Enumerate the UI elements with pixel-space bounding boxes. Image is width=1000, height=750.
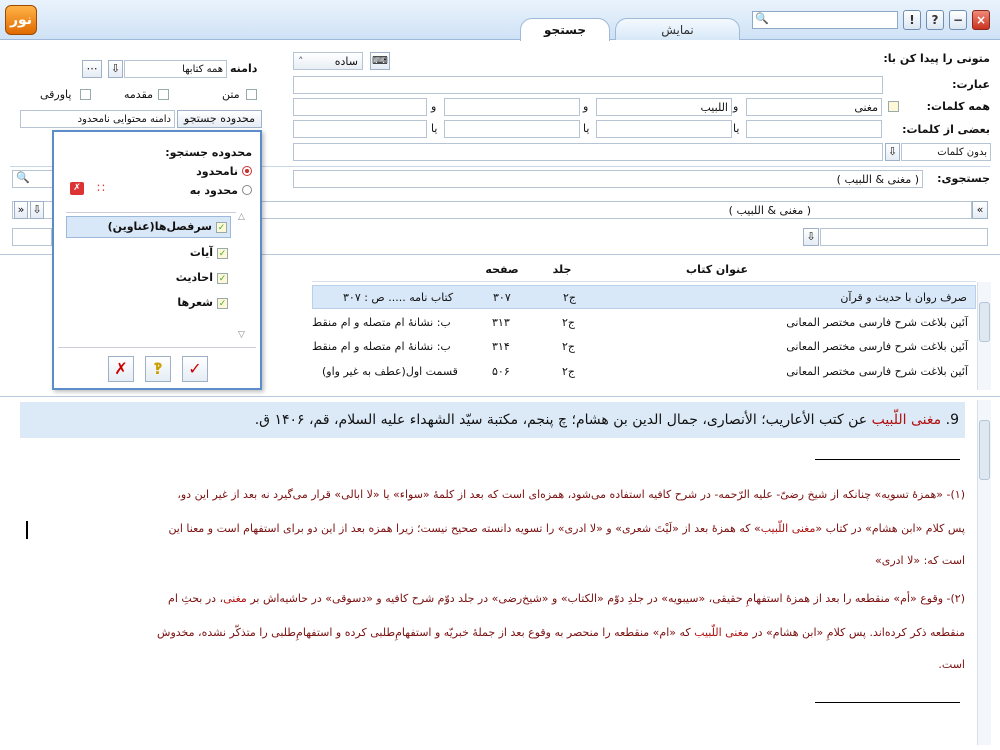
tab-display[interactable]: نمایش (615, 18, 740, 40)
or-label-2: یا (583, 122, 590, 135)
footnote-label: پاورقی (40, 88, 72, 101)
text-span: که «ام» منقطعه را منحصر به وقوع بعد از جملهٔ خبریّه و استفهامِ‌طلبی کرده و استفهامِ‌طلبی را متذکّر نشده، مخدوش (157, 626, 695, 639)
some-words-input-1[interactable] (746, 120, 882, 138)
paragraph-2-line-2 (20, 622, 965, 644)
chevron-down-icon[interactable]: ⇩ (108, 60, 123, 78)
text-span: » که همزهٔ بعد از «لَیْتَ شعری» و «لا ادری» را تسویه دانسته صحیح نیست؛ زیرا همزه بعد از این دو برای استفهام است و معنا این (168, 522, 761, 535)
some-words-label: بعضی از کلمات: (902, 123, 990, 136)
text-span: (۲)- وقوع «أم» منقطعه را بعد از همزهٔ استفهامِ حقیقی، «سیبویه» در جلدِ دوّم «الکتاب» و «شیخ‌رضی» در جلد دوّم شرح کافیه و «دسوقی» در حاشیه‌اش بر (246, 592, 965, 605)
small-field[interactable] (12, 228, 52, 246)
footnote-checkbox[interactable] (80, 89, 91, 100)
row-page: ۳۰۷ (493, 291, 511, 304)
app-logo[interactable]: نور (5, 5, 37, 35)
list-item[interactable] (66, 293, 231, 315)
and-label-2: و (583, 100, 589, 113)
list-item-label: آیات (189, 246, 213, 259)
row-page: ۳۱۴ (492, 340, 510, 353)
row-section: قسمت اول(عطف به غیر واو) (322, 365, 458, 378)
info-button[interactable]: ! (903, 10, 921, 30)
or-label-1: یا (733, 122, 740, 135)
divider (815, 702, 960, 703)
some-words-input-3[interactable] (444, 120, 580, 138)
text-caret (26, 521, 28, 539)
header-volume[interactable]: جلد (552, 263, 572, 276)
row-volume: ج۲ (563, 291, 577, 304)
list-item-label: سرفصل‌ها(عناوین) (107, 220, 212, 233)
row-volume: ج۲ (562, 365, 576, 378)
search-query-display: ( مغنی & اللبیب ) (293, 170, 923, 188)
minimize-button[interactable]: − (949, 10, 967, 30)
divider (0, 396, 1000, 397)
scroll-thumb[interactable] (979, 420, 990, 480)
list-item-label: احادیث (175, 271, 213, 284)
list-item-checkbox[interactable]: ✓ (218, 299, 227, 309)
list-item-label: شعرها (177, 296, 213, 309)
paragraph-1-line-1: (۱)- «همزهٔ تسویه» چنانکه از شیخ رضیّ- علیه الرّحمه- در شرح کافیه استفاده می‌شود، همزه‌ای است که بعد از کلمهٔ «سواء» یا «لا ابالی» قرار می‌گیرد نه بعد از غیر این دو، (177, 488, 965, 501)
row-title: آئین بلاغت شرح فارسی مختصر المعانی (786, 316, 968, 329)
and-label-1: و (733, 100, 739, 113)
article-scrollbar[interactable] (977, 400, 991, 745)
all-words-input-1[interactable]: مغنی (746, 98, 882, 116)
nav-left-icon[interactable]: « (972, 201, 988, 219)
mode-label: ساده (334, 55, 358, 68)
header-title[interactable]: عنوان کتاب (686, 263, 748, 276)
list-item-checkbox[interactable]: ✓ (218, 249, 227, 259)
select-all-icon[interactable]: ∷ (97, 181, 105, 195)
list-item[interactable] (66, 216, 231, 238)
all-words-label: همه کلمات: (926, 100, 990, 113)
list-item-checkbox[interactable]: ✓ (218, 274, 227, 284)
highlight-span: مغنی (725, 626, 749, 639)
highlight-span: اللّبیب (694, 626, 722, 639)
all-words-input-3[interactable] (444, 98, 580, 116)
unlimited-label: نامحدود (196, 165, 238, 178)
scope-button[interactable]: محدوده جستجو (177, 110, 262, 128)
header-page[interactable]: صفحه (485, 263, 519, 276)
article-heading (20, 402, 965, 438)
domain-select[interactable]: همه کتابها (124, 60, 227, 78)
some-words-input-2[interactable] (596, 120, 732, 138)
scroll-thumb[interactable] (979, 302, 990, 342)
help-icon[interactable]: ‽ (145, 356, 171, 382)
domain-label: دامنه (230, 62, 258, 75)
row-section: ب: نشانهٔ ام متصله و ام منقط (312, 316, 451, 329)
all-words-input-4[interactable] (293, 98, 427, 116)
text-label: متن (222, 88, 240, 101)
find-texts-label: متونی را پیدا کن با: (883, 52, 990, 65)
row-title: آئین بلاغت شرح فارسی مختصر المعانی (786, 365, 968, 378)
search-query-label: جستجوی: (937, 172, 990, 185)
row-section: کتاب نامه ..... ص : ۳۰۷ (343, 291, 454, 304)
all-words-input-2[interactable]: اللبیب (596, 98, 732, 116)
limited-radio[interactable] (242, 185, 252, 195)
paragraph-2-line-1 (20, 588, 965, 610)
filter-input[interactable] (12, 170, 54, 188)
popup-title: محدوده جستجو: (165, 146, 252, 159)
paragraph-1-line-2 (28, 518, 965, 540)
heading-book-name: مغنی اللّبیب (871, 412, 942, 428)
row-section: ب: نشانهٔ ام متصله و ام منقط (312, 340, 451, 353)
clear-all-icon[interactable]: ✗ (70, 182, 84, 195)
heading-rest: عن کتب الأعاریب؛ الأنصاری، جمال الدین بن هشام؛ چ پنجم، مکتبة سیّد الشهداء علیه السلام، قم، ۱۴۰۶ ق. (254, 412, 872, 428)
phrase-input[interactable] (293, 76, 883, 94)
row-volume: ج۲ (562, 340, 576, 353)
intro-checkbox[interactable] (158, 89, 169, 100)
result-query-display: ( مغنی & اللبیب ) (12, 201, 972, 219)
intro-label: مقدمه (124, 88, 154, 101)
row-page: ۳۱۳ (492, 316, 510, 329)
heading-number: 9. (945, 412, 959, 428)
mode-select[interactable] (293, 52, 363, 70)
list-item[interactable] (66, 243, 231, 265)
text-span: منقطعه ذکر کرده‌اند. پس کلامِ «ابن هشام» در (748, 626, 965, 639)
nav-right-icon[interactable]: » (14, 201, 28, 219)
paragraph-2-line-3: است. (938, 658, 965, 671)
arrow-down-icon[interactable]: ⇩ (30, 201, 44, 219)
search-icon: 🔍 (755, 12, 769, 25)
row-title: صرف روان با حدیث و قرآن (840, 291, 967, 304)
results-scrollbar[interactable] (977, 282, 991, 390)
highlight-span: مغنی (223, 592, 247, 605)
text-span: ، در بحثِ ام (168, 592, 224, 605)
table-row[interactable] (312, 311, 976, 335)
row-volume: ج۲ (562, 316, 576, 329)
and-label-3: و (431, 100, 437, 113)
list-scrollbar[interactable] (238, 212, 248, 342)
more-options-button[interactable]: ⋯ (82, 60, 102, 78)
chevron-up-icon[interactable]: △ (238, 212, 245, 222)
table-header (312, 260, 976, 282)
table-row[interactable] (312, 335, 976, 359)
or-label-3: یا (431, 122, 438, 135)
scope-value: دامنه محتوایی نامحدود (20, 110, 175, 128)
scope-popup (52, 130, 262, 390)
close-button[interactable]: × (972, 10, 990, 30)
chevron-down-icon[interactable]: ⇩ (803, 228, 819, 246)
quick-search-input[interactable] (752, 11, 898, 29)
cancel-button[interactable]: ✗ (108, 356, 134, 382)
keyboard-icon[interactable]: ⌨ (370, 52, 390, 70)
tab-search[interactable]: جستجو (520, 18, 610, 41)
row-title: آئین بلاغت شرح فارسی مختصر المعانی (786, 340, 968, 353)
help-button[interactable]: ? (926, 10, 944, 30)
table-row[interactable] (312, 360, 976, 384)
highlight-span: مغنی اللّبیب (760, 522, 816, 535)
text-span: پس کلام «ابن هشام» در کتاب « (815, 522, 965, 535)
scope-list (66, 212, 236, 342)
phrase-label: عبارت: (952, 78, 990, 91)
chevron-up-icon: ˄ (298, 55, 304, 68)
list-item[interactable] (66, 268, 231, 290)
paragraph-1-line-3: است که: «لا ادری» (874, 554, 965, 567)
limited-label: محدود به (189, 184, 238, 197)
without-words-input[interactable] (293, 143, 883, 161)
without-words-select[interactable]: بدون کلمات (901, 143, 991, 161)
chevron-down-icon[interactable]: ⇩ (885, 143, 900, 161)
search-icon: 🔍 (16, 171, 30, 184)
text-checkbox[interactable] (246, 89, 257, 100)
table-row[interactable] (312, 285, 976, 309)
divider (815, 459, 960, 460)
some-words-input-4[interactable] (293, 120, 427, 138)
all-words-checkbox[interactable] (888, 101, 899, 112)
confirm-button[interactable]: ✓ (182, 356, 208, 382)
unlimited-radio[interactable] (242, 166, 252, 176)
row-page: ۵۰۶ (492, 365, 510, 378)
divider (58, 347, 256, 348)
list-item-checkbox[interactable]: ✓ (217, 223, 226, 233)
chevron-down-icon[interactable]: ▽ (238, 330, 245, 340)
result-filter-input[interactable] (820, 228, 988, 246)
